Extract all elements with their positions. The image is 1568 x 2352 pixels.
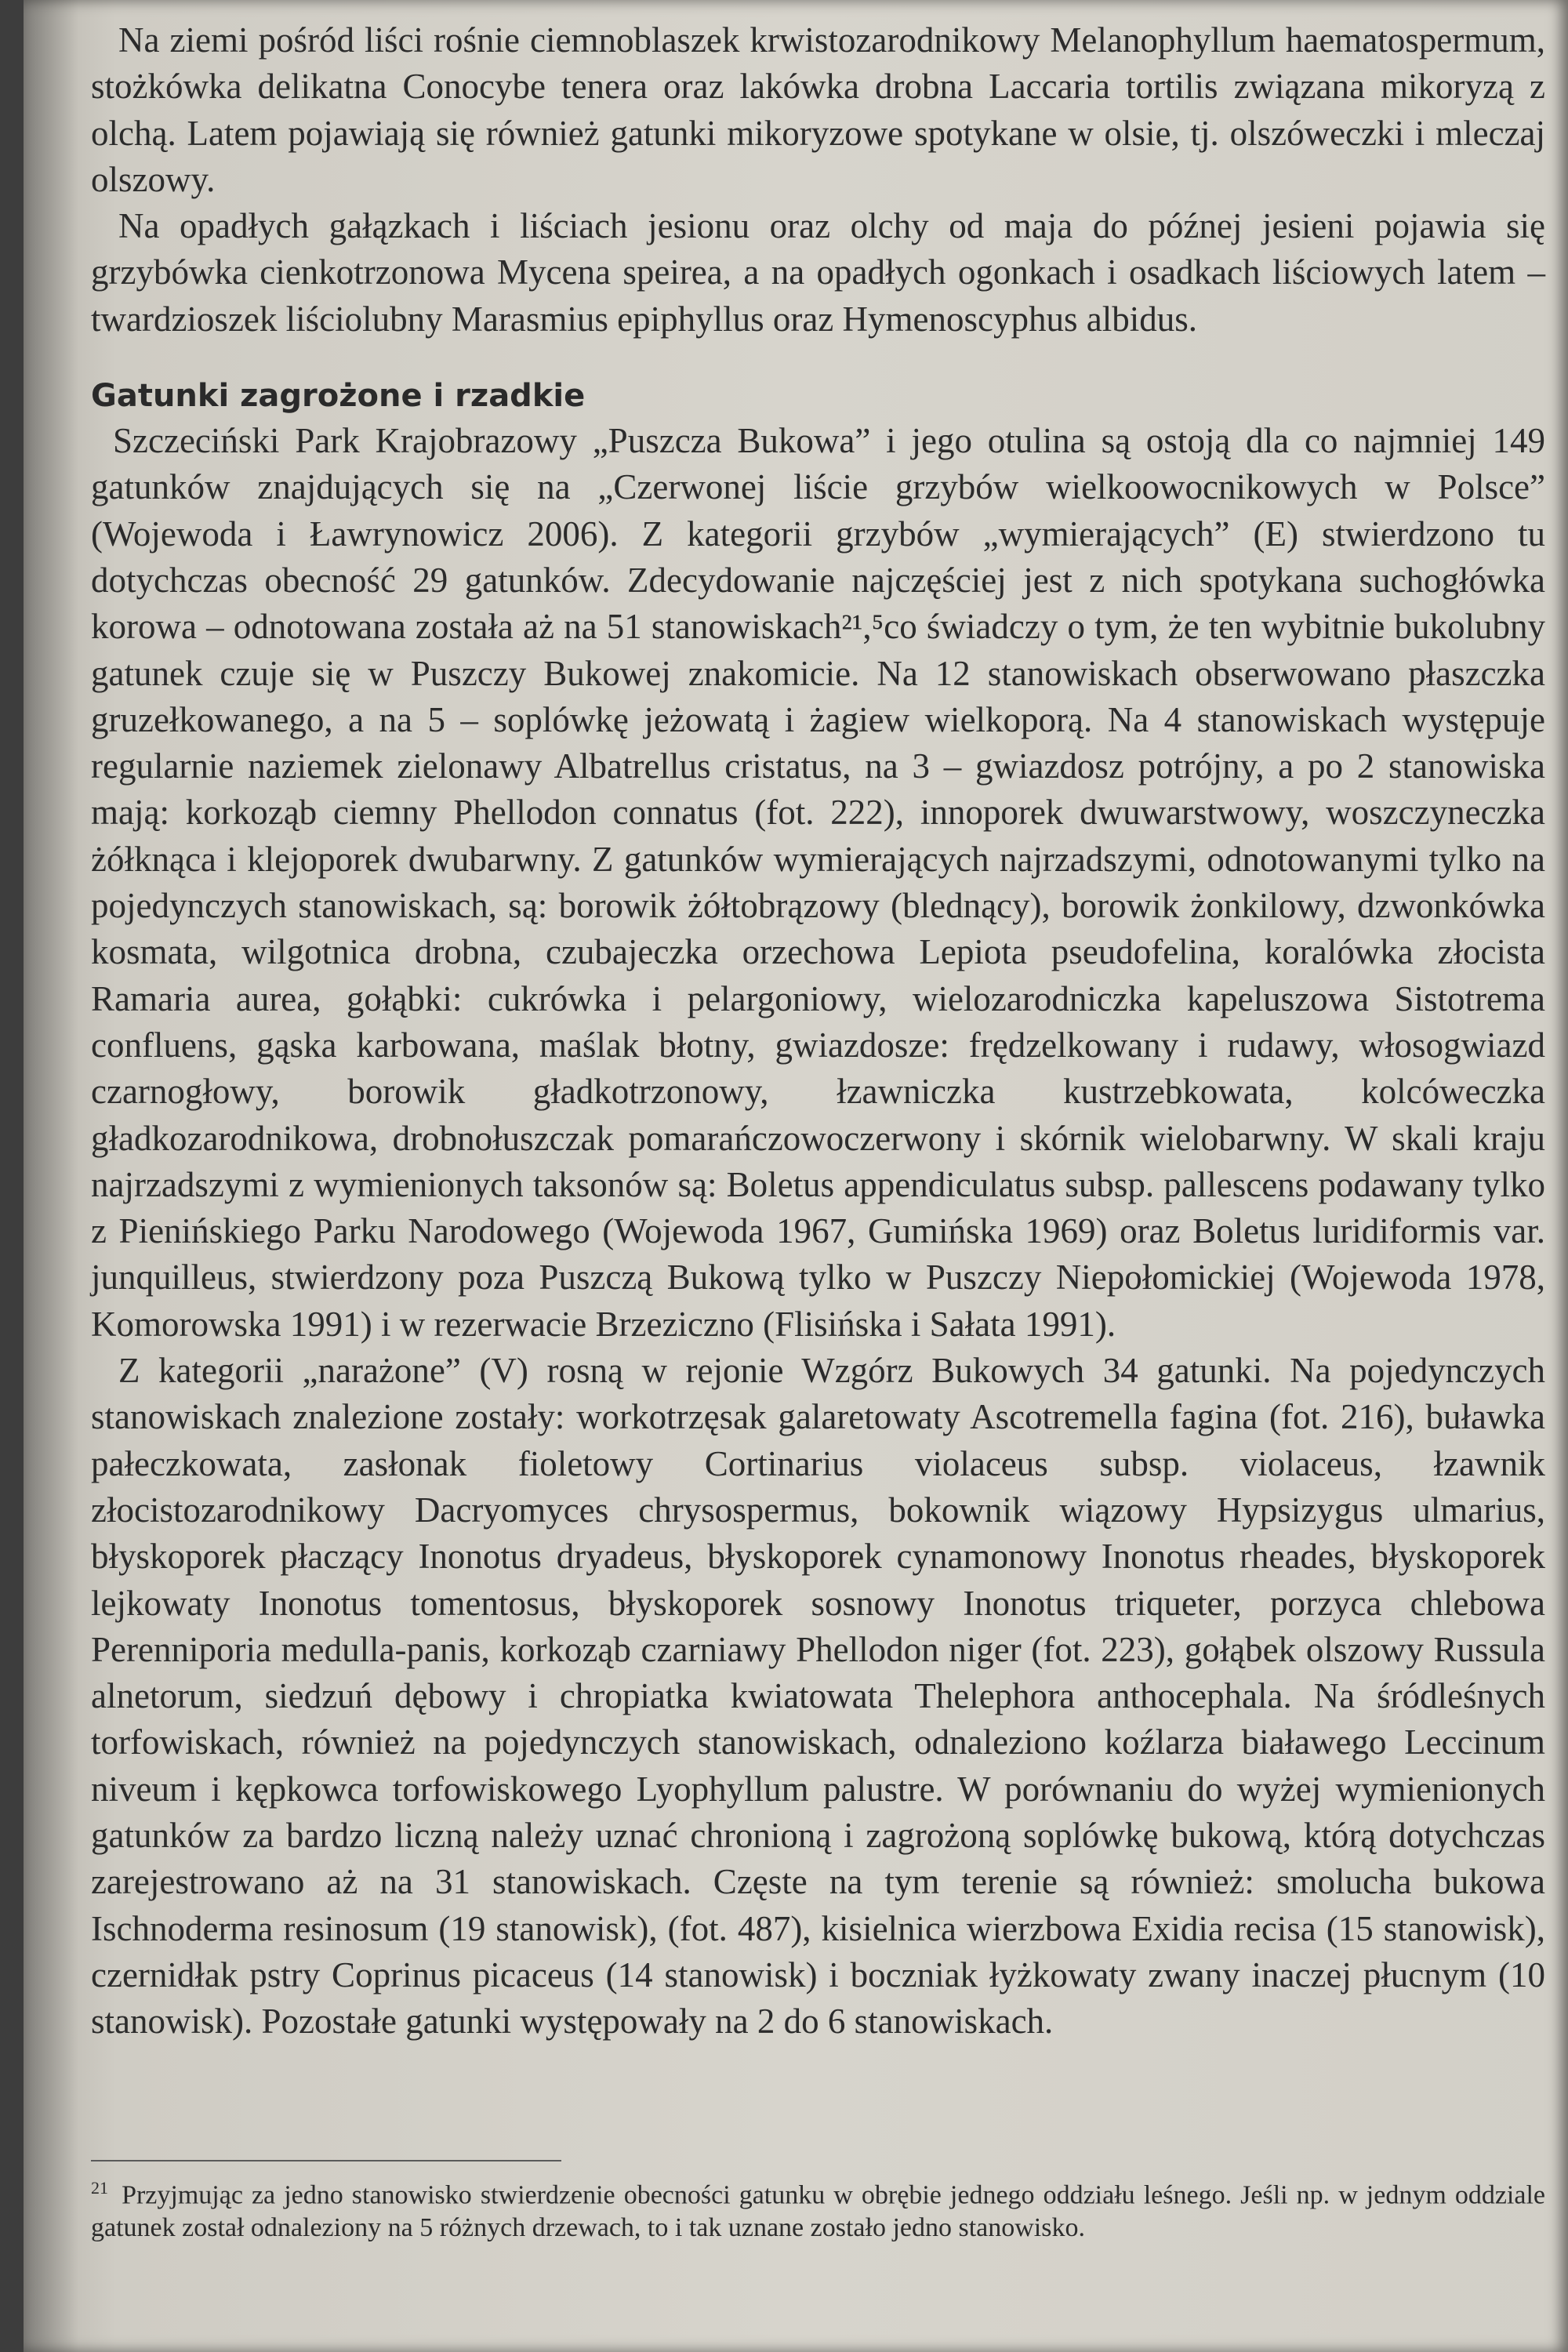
footnote-number: 21 bbox=[91, 2178, 108, 2198]
footnote bbox=[91, 2172, 1545, 2245]
paragraph-vulnerable: Z kategorii „narażone” (V) rosną w rejonie Wzgórz Bukowych 34 gatunki. Na pojedynczych stanowiskach znalezione zostały: workotrzęsak galaretowaty Ascotremella fagina (fot. 216), buławka pałeczkowata, zasłonak fioletowy Cortinarius violaceus subsp. violaceus, łzawnik złocistozarodnikowy Dacryomyces chrysospermus, bokownik wiązowy Hypsizygus ulmarius, błyskoporek płaczący Inonotus dryadeus, błyskoporek cynamonowy Inonotus rheades, błyskoporek lejkowaty Inonotus tomentosus, błyskoporek sosnowy Inonotus triqueter, porzyca chlebowa Perenniporia medulla-panis, korkoząb czarniawy Phellodon niger (fot. 223), gołąbek olszowy Russula alnetorum, siedzuń dębowy i chropiatka kwiatowata Thelephora anthocephala. Na śródleśnych torfowiskach, również na pojedynczych stanowiskach, odnaleziono koźlarza białawego Leccinum niveum i kępkowca torfowiskowego Lyophyllum palustre. W porównaniu do wyżej wymienionych gatunków za bardzo liczną należy uznać chronioną i zagrożoną soplówkę bukową, którą dotychczas zarejestrowano aż na 31 stanowiskach. Częste na tym terenie są również: smolucha bukowa Ischnoderma resinosum (19 stanowisk), (fot. 487), kisielnica wierzbowa Exidia recisa (15 stanowisk), czernidłak pstry Coprinus picaceus (14 stanowisk) i boczniak łyżkowaty zwany inaczej płucnym (10 stanowisk). Pozostałe gatunki występowały na 2 do 6 stanowiskach. bbox=[91, 1351, 1545, 2042]
footnote-text: Przyjmując za jedno stanowisko stwierdzenie obecności gatunku w obrębie jednego oddziału leśnego. Jeśli np. w jednym oddziale gatunek został odnaleziony na 5 różnych drzewach, to i tak uznane zostało jedno stanowisko. bbox=[91, 2180, 1546, 2243]
paragraph-endangered: Szczeciński Park Krajobrazowy „Puszcza Bukowa” i jego otulina są ostoją dla co najmniej 149 gatunków znajdujących się na „Czerwonej liście grzybów wielkoowocnikowych w Polsce” (Wojewoda i Ławrynowicz 2006). Z kategorii grzybów „wymierających” (E) stwierdzono tu dotychczas obecność 29 gatunków. Zdecydowanie najczęściej jest z nich spotykana suchogłówka korowa – odnotowana została aż na 51 stanowiskach²¹,⁵co świadczy o tym, że ten wybitnie bukolubny gatunek czuje się w Puszczy Bukowej znakomicie. Na 12 stanowiskach obserwowano płaszczka gruzełkowanego, a na 5 – soplówkę jeżowatą i żagiew wielkoporą. Na 4 stanowiskach występuje regularnie naziemek zielonawy Albatrellus cristatus, na 3 – gwiazdosz potrójny, a po 2 stanowiska mają: korkoząb ciemny Phellodon connatus (fot. 222), innoporek dwuwarstwowy, woszczyneczka żółknąca i klejoporek dwubarwny. Z gatunków wymierających najrzadszymi, odnotowanymi tylko na pojedynczych stanowiskach, są: borowik żółtobrązowy (blednący), borowik żonkilowy, dzwonkówka kosmata, wilgotnica drobna, czubajeczka orzechowa Lepiota pseudofelina, koralówka złocista Ramaria aurea, gołąbki: cukrówka i pelargoniowy, wielozarodniczka kapeluszowa Sistotrema confluens, gąska karbowana, maślak błotny, gwiazdosze: frędzelkowany i rudawy, włosogwiazd czarnogłowy, borowik gładkotrzonowy, łzawniczka kustrzebkowata, kolcóweczka gładkozarodnikowa, drobnołuszczak pomarańczowoczerwony i skórnik wielobarwny. W skali kraju najrzadszymi z wymienionych taksonów są: Boletus appendiculatus subsp. pallescens podawany tylko z Pienińskiego Parku Narodowego (Wojewoda 1967, Gumińska 1969) oraz Boletus luridiformis var. junquilleus, stwierdzony poza Puszczą Bukową tylko w Puszczy Niepołomickiej (Wojewoda 1978, Komorowska 1991) i w rezerwacie Brzeziczno (Flisińska i Sałata 1991). bbox=[91, 421, 1545, 1344]
text-body bbox=[91, 17, 1545, 2045]
paragraph-twig-species: Na opadłych gałązkach i liściach jesionu oraz olchy od maja do późnej jesieni pojawia się grzybówka cienkotrzonowa Mycena speirea, a na opadłych ogonkach i osadkach liściowych latem – twardzioszek liściolubny Marasmius epiphyllus oraz Hymenoscyphus albidus. bbox=[91, 206, 1545, 339]
paragraph-ground-species: Na ziemi pośród liści rośnie ciemnoblaszek krwistozarodnikowy Melanophyllum haematospermum, stożkówka delikatna Conocybe tenera oraz lakówka drobna Laccaria tortilis związana mikoryzą z olchą. Latem pojawiają się również gatunki mikoryzowe spotykane w olsie, tj. olszóweczki i mleczaj olszowy. bbox=[91, 20, 1545, 199]
section-heading: Gatunki zagrożone i rzadkie bbox=[91, 378, 586, 415]
page-gutter-shadow bbox=[24, 0, 78, 2352]
footnote-rule bbox=[91, 2160, 561, 2161]
book-page bbox=[24, 0, 1568, 2352]
